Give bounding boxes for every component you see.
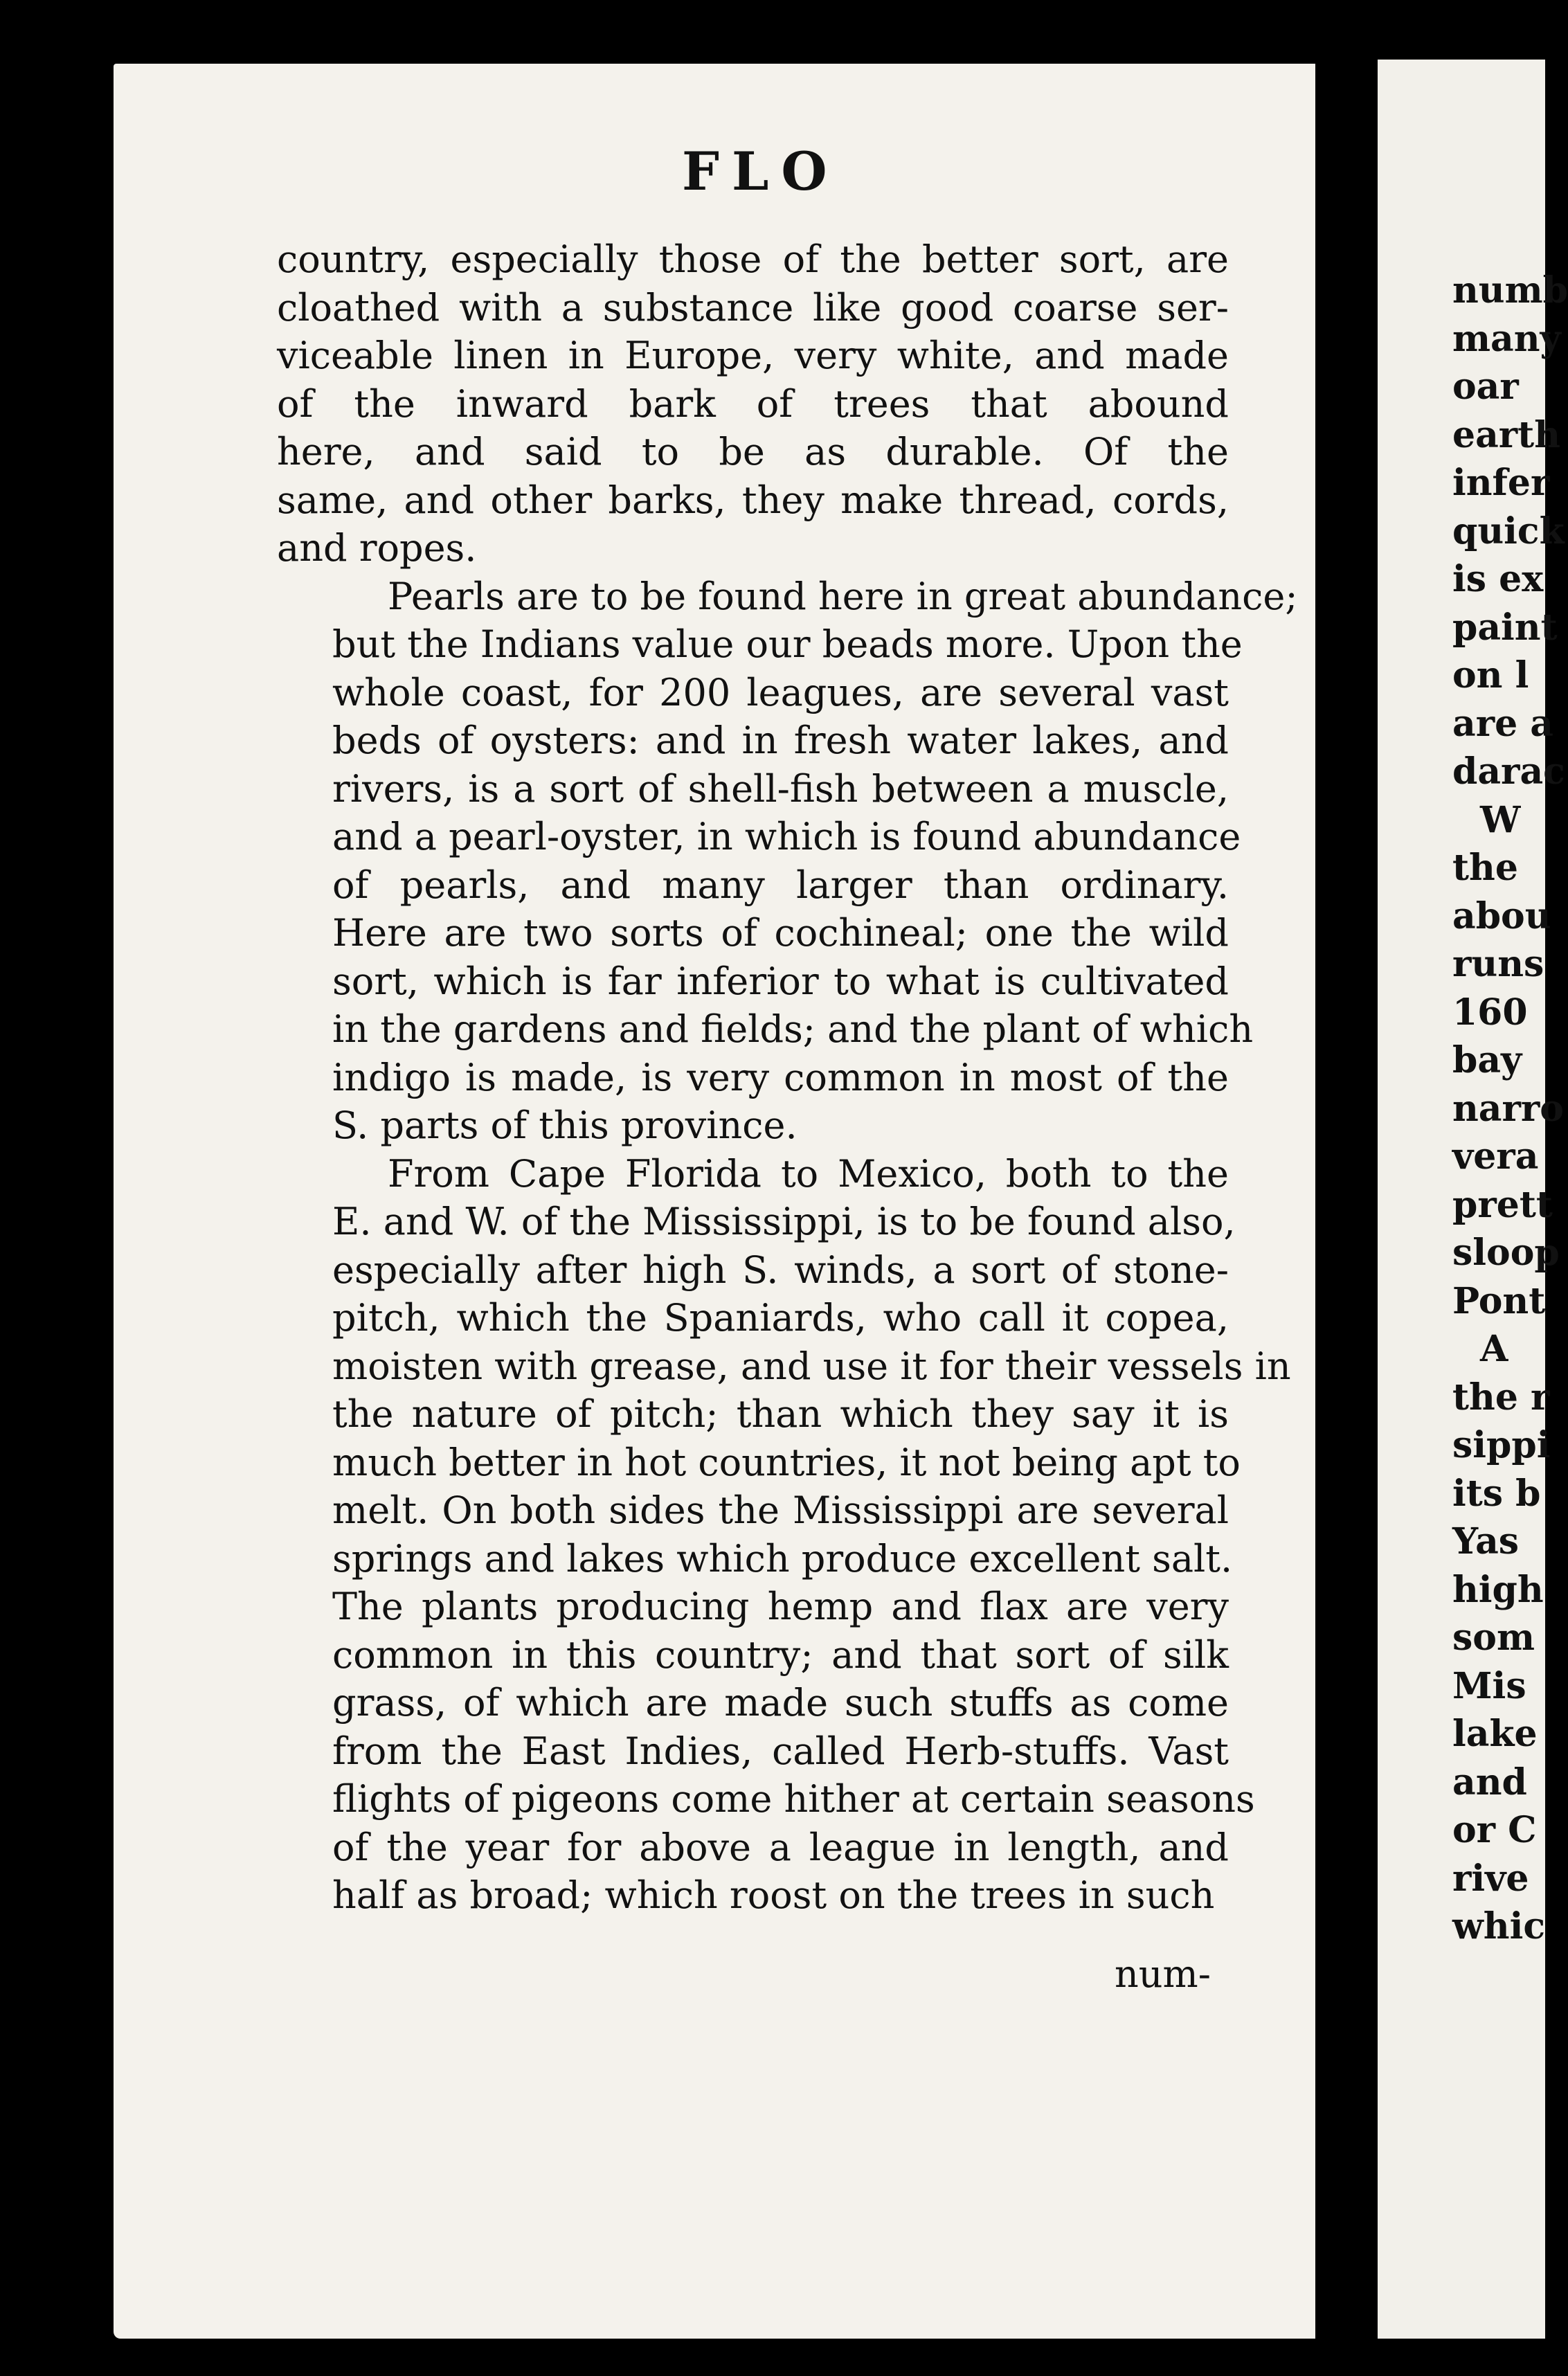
- gutter: [1315, 55, 1378, 2340]
- paragraph: [277, 1150, 1291, 1920]
- right-page-fragment: quick: [1452, 510, 1565, 552]
- text-line: viceable linen in Europe, very white, and made: [277, 334, 1229, 377]
- text-line: and ropes.: [277, 526, 477, 570]
- right-page-fragment: Pont: [1452, 1279, 1546, 1322]
- right-page-fragment: prett: [1452, 1183, 1553, 1226]
- right-page-fragment: Yas: [1452, 1520, 1520, 1563]
- text-line: but the Indians value our beads more. Upon the: [332, 622, 1243, 666]
- text-line: country, especially those of the better sort, are: [277, 237, 1229, 281]
- text-line: rivers, is a sort of shell-fish between a muscle,: [332, 766, 1229, 811]
- text-line: springs and lakes which produce excellent salt.: [332, 1536, 1233, 1581]
- text-line: The plants producing hemp and flax are very: [332, 1585, 1229, 1628]
- text-line: in the gardens and fields; and the plant of which: [332, 1007, 1254, 1051]
- right-page-fragment: sippi: [1452, 1424, 1551, 1466]
- right-page-fragment: the: [1452, 847, 1518, 889]
- right-page-fragment: paint: [1452, 606, 1558, 649]
- text-line: from the East Indies, called Herb-stuffs. Vast: [332, 1729, 1229, 1773]
- right-page-fragment: numb: [1452, 269, 1568, 312]
- right-page-fragment: earth: [1452, 413, 1560, 456]
- right-page-fragment: oar: [1452, 366, 1519, 408]
- right-page-fragment: rive: [1452, 1857, 1529, 1900]
- right-page-fragment: vera: [1452, 1135, 1539, 1178]
- text-line: E. and W. of the Mississippi, is to be found also,: [332, 1200, 1236, 1243]
- right-page-fragment: darac: [1452, 750, 1565, 793]
- text-line: S. parts of this province.: [332, 1104, 797, 1147]
- text-line: of pearls, and many larger than ordinary.: [332, 863, 1229, 907]
- text-line: common in this country; and that sort of silk: [332, 1632, 1229, 1677]
- right-page-fragment: Mis: [1452, 1664, 1526, 1707]
- right-page-fragment: is ex: [1452, 558, 1544, 600]
- right-page-fragment: runs: [1452, 943, 1544, 985]
- right-page-fragment: sloop: [1452, 1232, 1560, 1274]
- right-page-fragment: A: [1480, 1328, 1508, 1370]
- text-line: From Cape Florida to Mexico, both to the: [388, 1151, 1229, 1196]
- right-page-fragment: W: [1480, 798, 1521, 841]
- text-line: pitch, which the Spaniards, who call it copea,: [332, 1296, 1229, 1340]
- right-page-fragment: infer: [1452, 462, 1550, 504]
- right-page-fragment: its b: [1452, 1472, 1541, 1515]
- text-line: flights of pigeons come hither at certain seasons: [332, 1777, 1255, 1821]
- paragraph: [277, 235, 1229, 573]
- text-line: indigo is made, is very common in most of the: [332, 1055, 1229, 1099]
- right-page-fragment: and: [1452, 1761, 1527, 1803]
- right-page-fragment: the r: [1452, 1376, 1550, 1419]
- text-line: same, and other barks, they make thread, cords,: [277, 478, 1229, 522]
- text-line: Pearls are to be found here in great abundance;: [388, 574, 1298, 618]
- right-page-fragment: som: [1452, 1617, 1535, 1659]
- right-page-fragment: narro: [1452, 1087, 1564, 1130]
- text-line: cloathed with a substance like good coarse ser-: [277, 285, 1229, 330]
- text-line: much better in hot countries, it not being apt to: [332, 1440, 1241, 1484]
- right-page-fragment: many: [1452, 317, 1561, 360]
- text-line: of the inward bark of trees that abound: [277, 381, 1229, 426]
- right-page-fragment: on l: [1452, 654, 1529, 696]
- right-page-fragment: or C: [1452, 1809, 1537, 1851]
- right-page-text-fragments: [1452, 267, 1568, 1951]
- paragraph: [277, 573, 1298, 1150]
- text-line: sort, which is far inferior to what is cultivated: [332, 959, 1229, 1003]
- right-page-fragment: 160: [1452, 991, 1528, 1034]
- text-line: here, and said to be as durable. Of the: [277, 430, 1229, 474]
- text-line: whole coast, for 200 leagues, are several vast: [332, 670, 1229, 714]
- right-page-fragment: high: [1452, 1568, 1544, 1611]
- text-line: the nature of pitch; than which they say it is: [332, 1392, 1229, 1436]
- text-line: of the year for above a league in length, and: [332, 1825, 1229, 1869]
- text-line: Here are two sorts of cochineal; one the wild: [332, 911, 1229, 955]
- body-text: [277, 235, 1298, 1920]
- text-line: and a pearl-oyster, in which is found abundance: [332, 815, 1241, 858]
- text-line: moisten with grease, and use it for their vessels in: [332, 1344, 1291, 1388]
- right-page-fragment: abou: [1452, 894, 1551, 937]
- right-page-fragment: lake: [1452, 1713, 1538, 1755]
- running-head: FLO: [682, 141, 840, 202]
- right-page-fragment: bay: [1452, 1039, 1522, 1081]
- text-line: especially after high S. winds, a sort of stone-: [332, 1248, 1229, 1292]
- right-page-fragment: whic: [1452, 1905, 1545, 1947]
- text-line: grass, of which are made such stuffs as come: [332, 1681, 1229, 1725]
- text-line: melt. On both sides the Mississippi are several: [332, 1488, 1229, 1532]
- text-line: half as broad; which roost on the trees in such: [332, 1873, 1215, 1917]
- text-line: beds of oysters: and in fresh water lakes, and: [332, 719, 1229, 762]
- right-page-fragment: are a: [1452, 702, 1553, 745]
- catchword: num-: [1115, 1952, 1211, 1996]
